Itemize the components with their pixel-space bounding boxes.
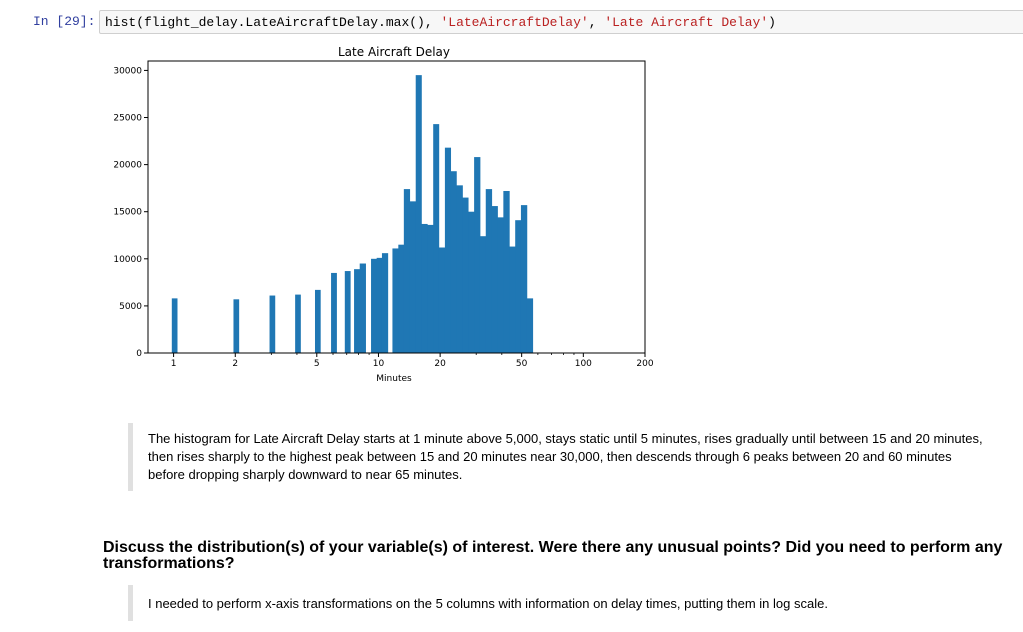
histogram-bar [497, 217, 503, 353]
x-tick-label: 50 [515, 359, 528, 369]
y-tick-label: 25000 [113, 113, 142, 124]
y-tick-label: 5000 [119, 301, 142, 312]
histogram-bar [527, 298, 533, 353]
code-separator: , [588, 15, 605, 30]
x-axis-label: Minutes [376, 374, 412, 384]
code-string-arg: 'Late Aircraft Delay' [604, 15, 769, 30]
answer-text: I needed to perform x-axis transformations on the 5 columns with information on delay times, putting them in log scale. [148, 596, 828, 611]
cell-prompt: In [29]: [33, 14, 96, 29]
histogram-bar [331, 273, 337, 353]
histogram-bar [404, 189, 410, 353]
histogram-bar [468, 212, 474, 353]
bar-group [172, 75, 533, 353]
histogram-bar [371, 259, 377, 353]
histogram-bar [345, 271, 351, 353]
x-tick-label: 10 [372, 359, 385, 369]
code-call: hist(flight_delay.LateAircraftDelay.max(), [105, 15, 441, 30]
x-tick-label: 200 [636, 359, 654, 369]
histogram-bar [392, 248, 398, 353]
histogram-bar [433, 124, 439, 353]
y-axis [113, 66, 148, 359]
histogram-bar [354, 269, 360, 353]
observation-text: The histogram for Late Aircraft Delay starts at 1 minute above 5,000, stays static until 5 minutes, rises gradually until between 15 and 20 minutes, then rises sharply to the highest peak between 15 and 20 minutes near 30,000, then descends through 6 peaks between 20 and 60 minutes before dropping sharply downward to near 65 minutes. [148, 431, 983, 482]
histogram-bar [410, 201, 416, 353]
x-tick-label: 20 [434, 359, 446, 369]
y-tick-label: 0 [136, 349, 142, 359]
x-tick-label: 1 [170, 359, 177, 369]
code-string-arg: 'LateAircraftDelay' [440, 15, 589, 30]
histogram-bar [377, 258, 383, 353]
histogram-bar [270, 296, 276, 353]
x-axis [171, 353, 654, 369]
histogram-bar [360, 264, 366, 353]
histogram-bar [233, 299, 239, 353]
x-tick-label: 100 [574, 359, 592, 369]
code-line[interactable] [105, 15, 776, 30]
histogram-bar [382, 253, 388, 353]
histogram-bar [474, 157, 480, 353]
histogram-bar [486, 189, 492, 353]
x-tick-label: 2 [232, 359, 239, 369]
histogram-bar [521, 205, 527, 353]
histogram-bar [456, 185, 462, 353]
y-tick-label: 20000 [113, 160, 142, 171]
histogram-bar [398, 245, 404, 353]
answer-blockquote [128, 585, 988, 621]
y-tick-label: 30000 [113, 66, 142, 77]
y-tick-label: 10000 [113, 254, 142, 265]
histogram-bar [315, 290, 321, 353]
histogram-bar [439, 248, 446, 354]
histogram-bar [295, 295, 301, 353]
chart-title: Late Aircraft Delay [338, 45, 450, 59]
histogram-bar [480, 236, 486, 353]
histogram-bar [503, 191, 509, 353]
histogram-bar [172, 298, 178, 353]
x-tick-label: 5 [313, 359, 320, 369]
y-tick-label: 15000 [113, 207, 142, 218]
code-close-paren: ) [768, 15, 776, 30]
observation-blockquote [128, 423, 988, 491]
histogram-bar [427, 225, 433, 353]
histogram-bar [445, 148, 451, 353]
histogram-bar [451, 171, 457, 353]
histogram-bar [515, 220, 521, 353]
histogram-bar [421, 224, 427, 353]
discussion-heading: Discuss the distribution(s) of your variable(s) of interest. Were there any unusual points? Did you need to perform any transformations? [103, 539, 1003, 572]
histogram-bar [492, 206, 498, 353]
histogram-bar [462, 198, 468, 353]
histogram-bar [509, 247, 515, 353]
code-cell[interactable] [99, 10, 1023, 34]
histogram-chart [100, 40, 660, 385]
histogram-bar [416, 75, 422, 353]
